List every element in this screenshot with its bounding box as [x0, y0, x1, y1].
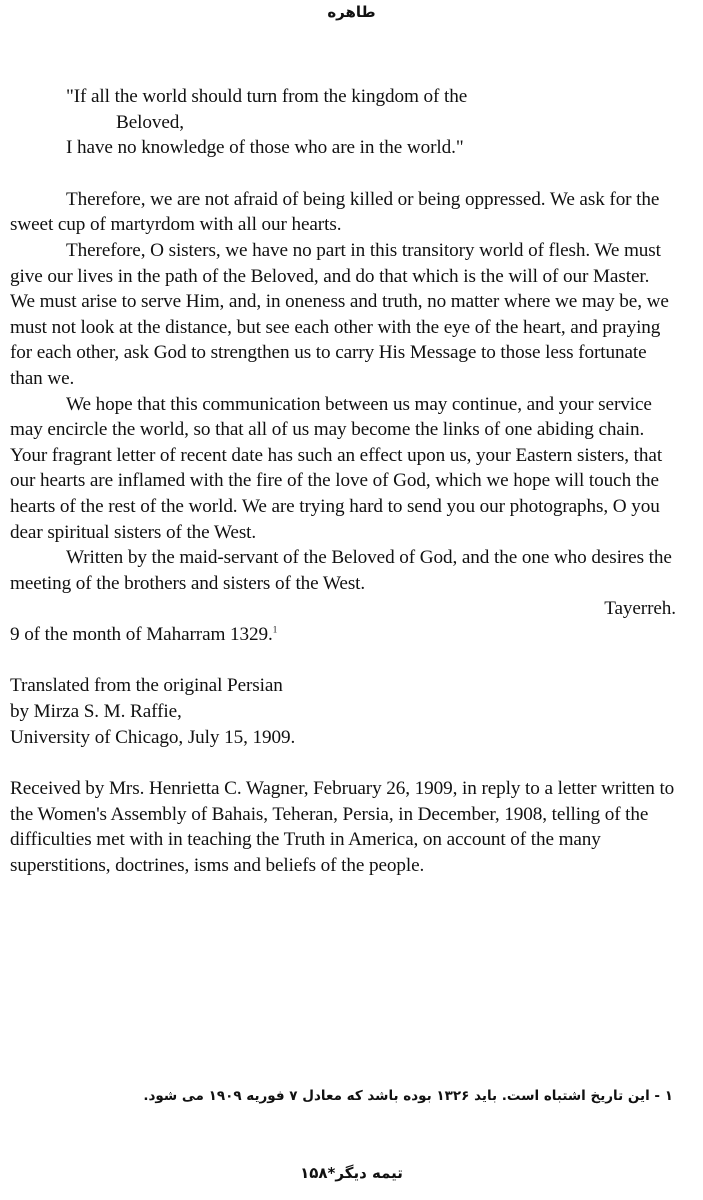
footnote-marker: 1 [272, 624, 278, 635]
translation-credit [10, 673, 678, 750]
page-footer: تیمه دیگر*۱۵۸ [300, 1164, 403, 1182]
letter-body [10, 84, 678, 879]
spacer [10, 647, 678, 673]
received-note: Received by Mrs. Henrietta C. Wagner, February 26, 1909, in reply to a letter written to the Women's Assembly of Bahais, Teheran, Persia, in December, 1908, telling of the difficulties met with in teaching the Truth in America, on account of the many superstitions, doctrines, isms and beliefs of the people. [10, 778, 675, 877]
verse-line: I have no knowledge of those who are in the world." [66, 137, 464, 159]
date-text: 9 of the month of Maharram 1329. [10, 623, 273, 645]
date-line [10, 622, 678, 648]
paragraph: We hope that this communication between us may continue, and your service may encircle the world, so that all of us may become the links of one abiding chain. Your fragrant letter of recent date has such an effect upon us, your Eastern sisters, that our hearts are inflamed with the fire of the love of God, which we hope will touch the hearts of the rest of the world. We are trying hard to send you our photographs, O you dear spiritual sisters of the West. [10, 393, 663, 543]
spacer [10, 750, 678, 776]
paragraph: Written by the maid-servant of the Beloved of God, and the one who desires the meeting of the brothers and sisters of the West. [10, 547, 672, 594]
verse-line: "If all the world should turn from the kingdom of the [66, 86, 468, 107]
verse-quote [10, 84, 678, 161]
running-header: طاهره [327, 3, 376, 21]
spacer [10, 161, 678, 187]
footnote: ۱ - این تاریخ اشتباه است. باید ۱۳۲۶ بوده باشد که معادل ۷ فوریه ۱۹۰۹ می شود. [143, 1088, 673, 1104]
translation-line: by Mirza S. M. Raffie, [10, 701, 182, 723]
paragraph: Therefore, O sisters, we have no part in this transitory world of flesh. We must give our lives in the path of the Beloved, and do that which is the will of our Master. We must arise to serve Him, and, in oneness and truth, no matter where we may be, we must not look at the distance, but see each other with the eye of the heart, and praying for each other, ask God to strengthen us to carry His Message to those less fortunate than we. [10, 239, 669, 389]
paragraph: Therefore, we are not afraid of being killed or being oppressed. We ask for the sweet cup of martyrdom with all our hearts. [10, 188, 660, 236]
verse-line: Beloved, [116, 111, 184, 133]
translation-line: Translated from the original Persian [10, 675, 283, 697]
signature: Tayerreh. [604, 598, 676, 620]
translation-line: University of Chicago, July 15, 1909. [10, 726, 296, 748]
